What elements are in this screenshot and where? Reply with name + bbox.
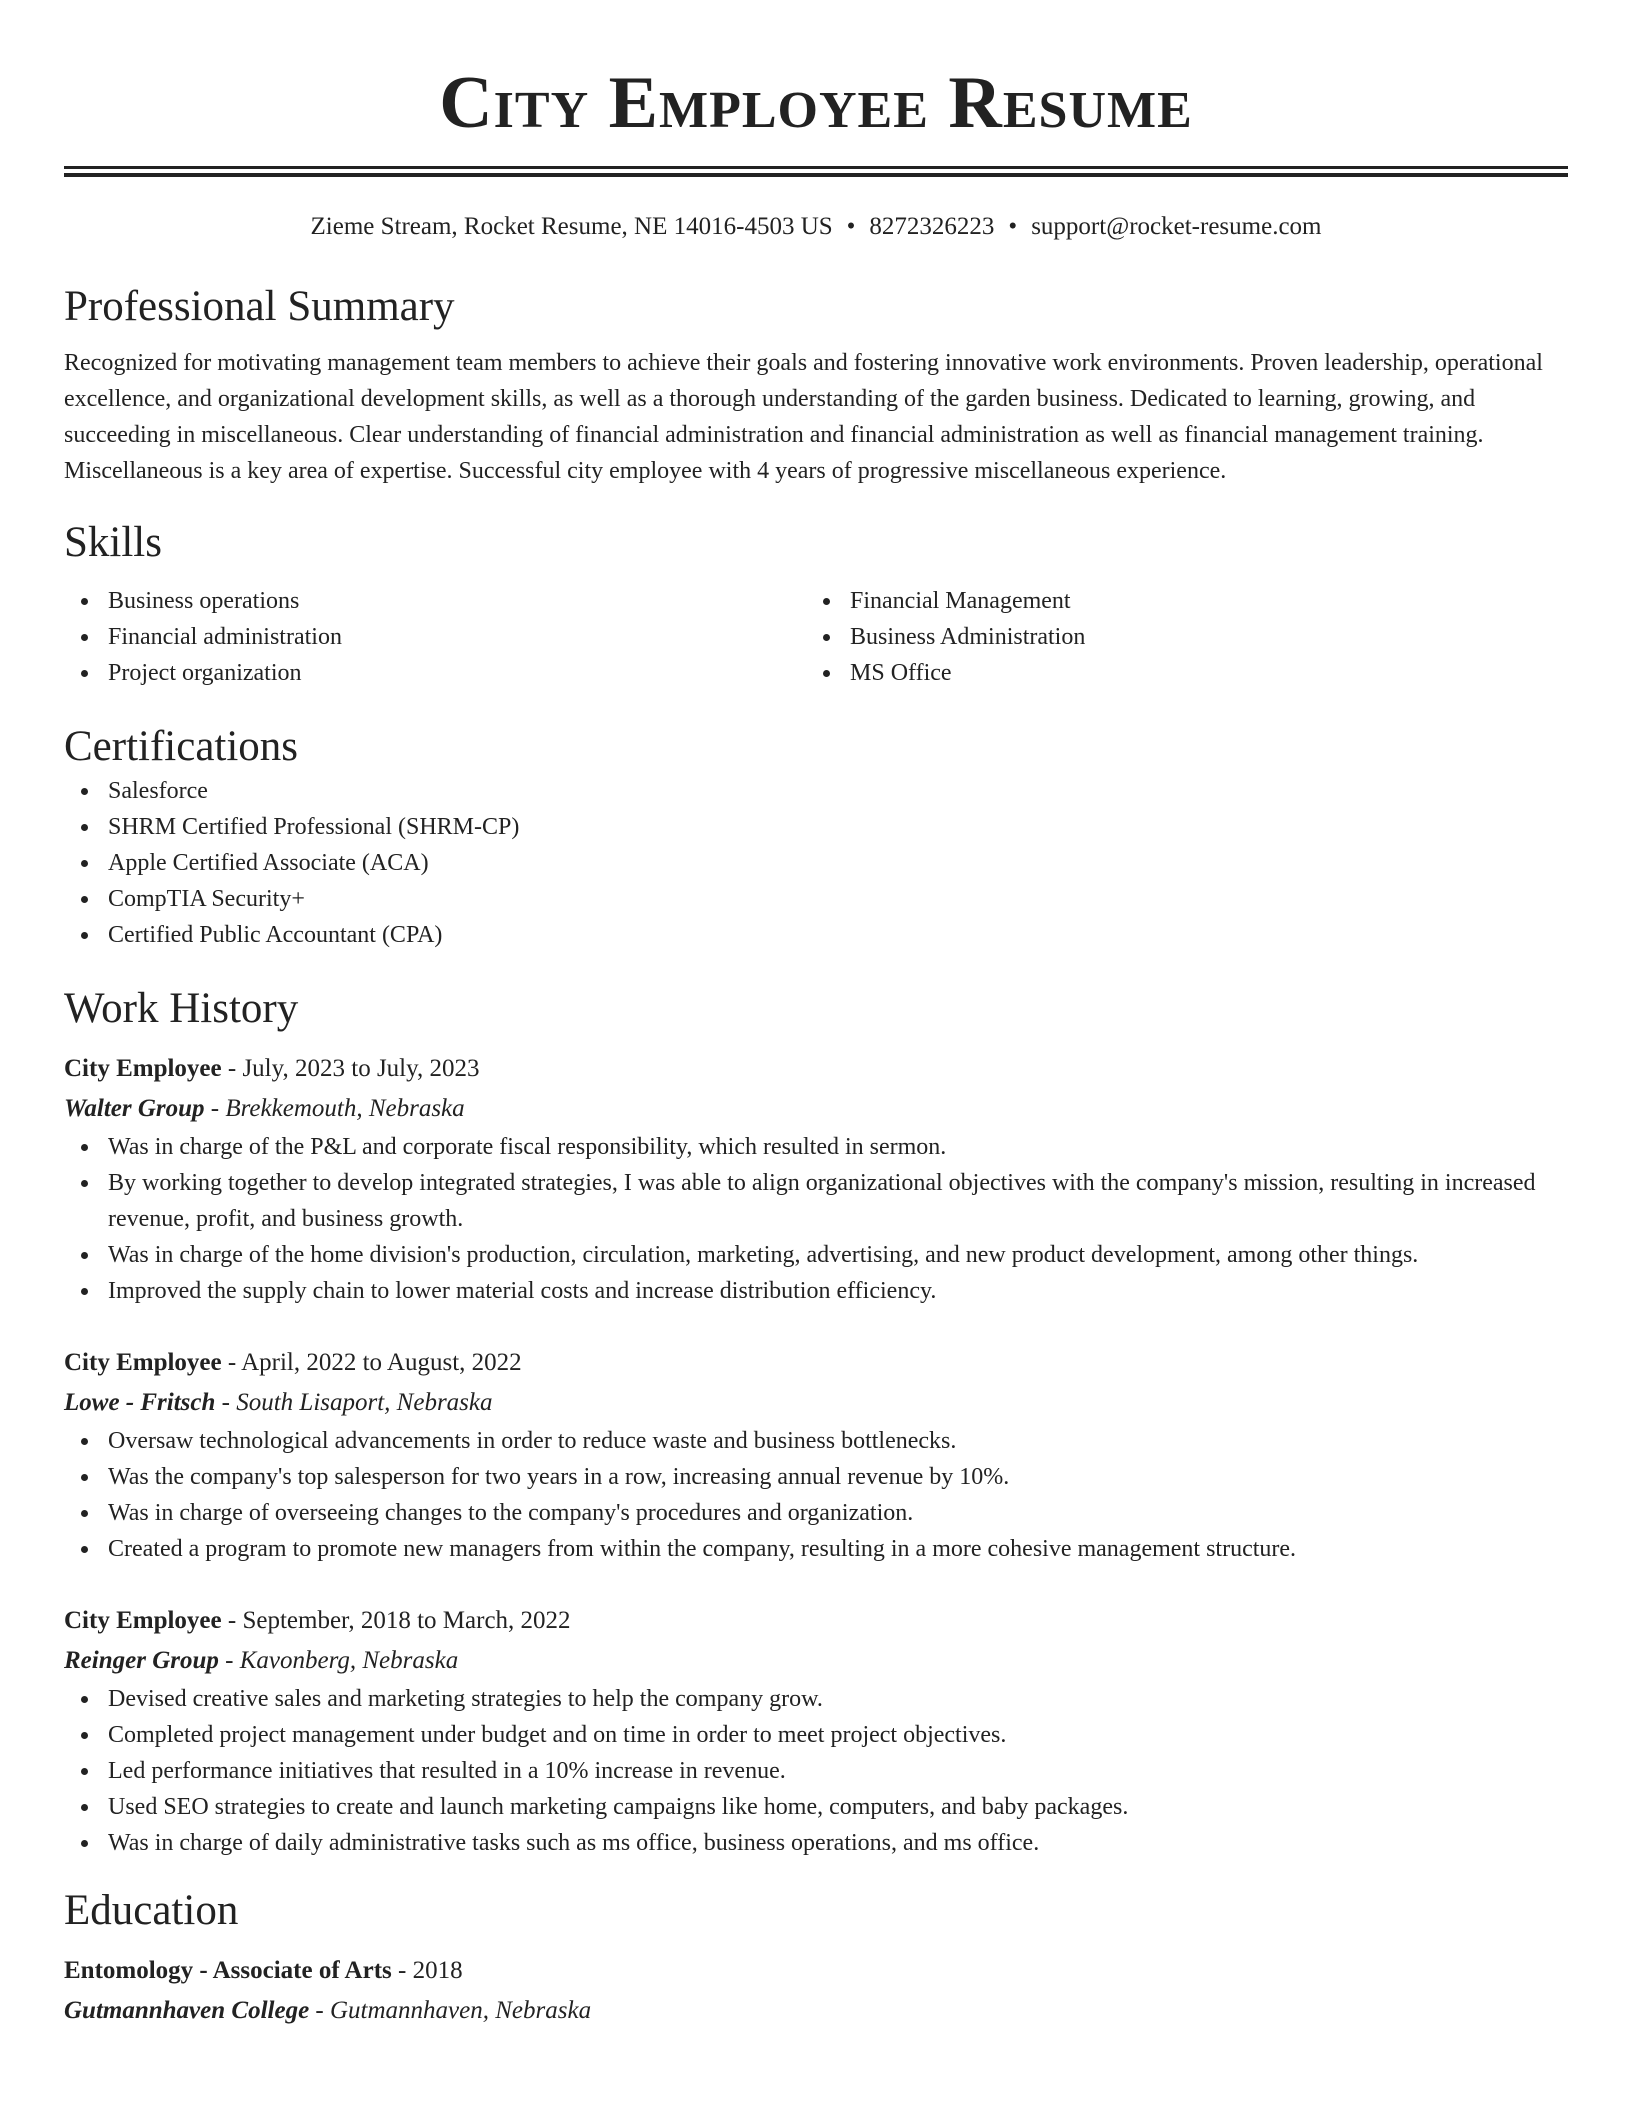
job-bullet: Was in charge of overseeing changes to the company's procedures and organization. (64, 1495, 1568, 1531)
job-bullet: Was in charge of daily administrative tasks such as ms office, business operations, and ms office. (64, 1825, 1568, 1861)
skills-section (64, 517, 1568, 691)
job-bullet: Oversaw technological advancements in order to reduce waste and business bottlenecks. (64, 1423, 1568, 1459)
school-name: Gutmannhaven College (64, 1997, 310, 2024)
resume-title: City Employee Resume (439, 62, 1193, 144)
skills-grid (64, 583, 1568, 691)
section-heading-education: Education (64, 1887, 239, 1934)
company-location: - Kavonberg, Nebraska (218, 1647, 459, 1674)
professional-summary-section (64, 281, 1568, 489)
job-bullet: Created a program to promote new managers from within the company, resulting in a more cohesive management structure. (64, 1531, 1568, 1567)
job-bullets (64, 1423, 1568, 1567)
skill-item: Business Administration (806, 619, 1548, 655)
company-line (64, 1641, 1568, 1681)
skills-column-right (806, 583, 1548, 691)
contact-phone: 8272326223 (869, 213, 995, 240)
company-location: - South Lisaport, Nebraska (215, 1389, 493, 1416)
certifications-section (64, 721, 1568, 953)
certification-item: SHRM Certified Professional (SHRM-CP) (64, 809, 1568, 845)
title-divider (64, 166, 1568, 169)
job-entry (64, 1601, 1568, 1861)
job-bullet: Led performance initiatives that resulted in a 10% increase in revenue. (64, 1753, 1568, 1789)
skill-item: Project organization (64, 655, 806, 691)
certifications-list (64, 773, 1568, 953)
skill-item: Business operations (64, 583, 806, 619)
company-name: Walter Group (64, 1095, 205, 1122)
certification-item: Salesforce (64, 773, 1568, 809)
skills-column-left (64, 583, 806, 691)
job-title-line (64, 1601, 1568, 1641)
contact-email: support@rocket-resume.com (1031, 213, 1322, 240)
education-section (64, 1885, 1568, 2031)
work-history-section (64, 983, 1568, 1861)
job-bullet: By working together to develop integrated strategies, I was able to align organizational objectives with the company's mission, resulting in increased revenue, profit, and business growth. (64, 1165, 1568, 1237)
certification-item: Certified Public Accountant (CPA) (64, 917, 1568, 953)
contact-separator: • (1008, 213, 1018, 240)
company-location: - Brekkemouth, Nebraska (204, 1095, 465, 1122)
contact-address: Zieme Stream, Rocket Resume, NE 14016-4503 US (310, 213, 833, 240)
certification-item: CompTIA Security+ (64, 881, 1568, 917)
section-heading-work: Work History (64, 985, 299, 1032)
certification-item: Apple Certified Associate (ACA) (64, 845, 1568, 881)
job-title-line (64, 1049, 1568, 1089)
skill-item: Financial Management (806, 583, 1548, 619)
resume-page (64, 0, 1568, 2031)
job-bullet: Devised creative sales and marketing strategies to help the company grow. (64, 1681, 1568, 1717)
job-bullet: Improved the supply chain to lower material costs and increase distribution efficiency. (64, 1273, 1568, 1309)
education-entry (64, 1951, 1568, 2031)
section-heading-skills: Skills (64, 519, 162, 566)
company-name: Reinger Group (64, 1647, 219, 1674)
job-dates: - September, 2018 to March, 2022 (221, 1607, 571, 1634)
job-title: City Employee (64, 1055, 222, 1082)
section-heading-certifications: Certifications (64, 723, 299, 770)
contact-separator: • (846, 213, 856, 240)
job-bullet: Was in charge of the home division's production, circulation, marketing, advertising, and new product development, among other things. (64, 1237, 1568, 1273)
job-bullet: Completed project management under budget and on time in order to meet project objectives. (64, 1717, 1568, 1753)
job-bullets (64, 1681, 1568, 1861)
job-dates: - July, 2023 to July, 2023 (221, 1055, 480, 1082)
section-heading-summary: Professional Summary (64, 283, 455, 330)
job-dates: - April, 2022 to August, 2022 (221, 1349, 522, 1376)
school-location: - Gutmannhaven, Nebraska (309, 1997, 592, 2024)
job-title: City Employee (64, 1607, 222, 1634)
job-title: City Employee (64, 1349, 222, 1376)
job-bullets (64, 1129, 1568, 1309)
company-name: Lowe - Fritsch (64, 1389, 216, 1416)
skill-item: Financial administration (64, 619, 806, 655)
job-title-line (64, 1343, 1568, 1383)
degree-name: Entomology - Associate of Arts (64, 1957, 392, 1984)
job-entry (64, 1343, 1568, 1567)
summary-text: Recognized for motivating management team members to achieve their goals and fostering innovative work environments. Proven leadership, operational excellence, and organizational development skills, as well as a thorough understanding of the garden business. Dedicated to learning, growing, and succeeding in miscellaneous. Clear understanding of financial administration and financial administration as well as financial management training. Miscellaneous is a key area of expertise. Successful city employee with 4 years of progressive miscellaneous experience. (64, 350, 1543, 484)
job-bullet: Was the company's top salesperson for two years in a row, increasing annual revenue by 10%. (64, 1459, 1568, 1495)
company-line (64, 1089, 1568, 1129)
company-line (64, 1383, 1568, 1423)
degree-line (64, 1951, 1568, 1991)
job-bullet: Was in charge of the P&L and corporate fiscal responsibility, which resulted in sermon. (64, 1129, 1568, 1165)
job-entry (64, 1049, 1568, 1309)
contact-line (64, 209, 1568, 245)
job-bullet: Used SEO strategies to create and launch marketing campaigns like home, computers, and baby packages. (64, 1789, 1568, 1825)
school-line (64, 1991, 1568, 2031)
skill-item: MS Office (806, 655, 1548, 691)
degree-year: - 2018 (391, 1957, 463, 1984)
